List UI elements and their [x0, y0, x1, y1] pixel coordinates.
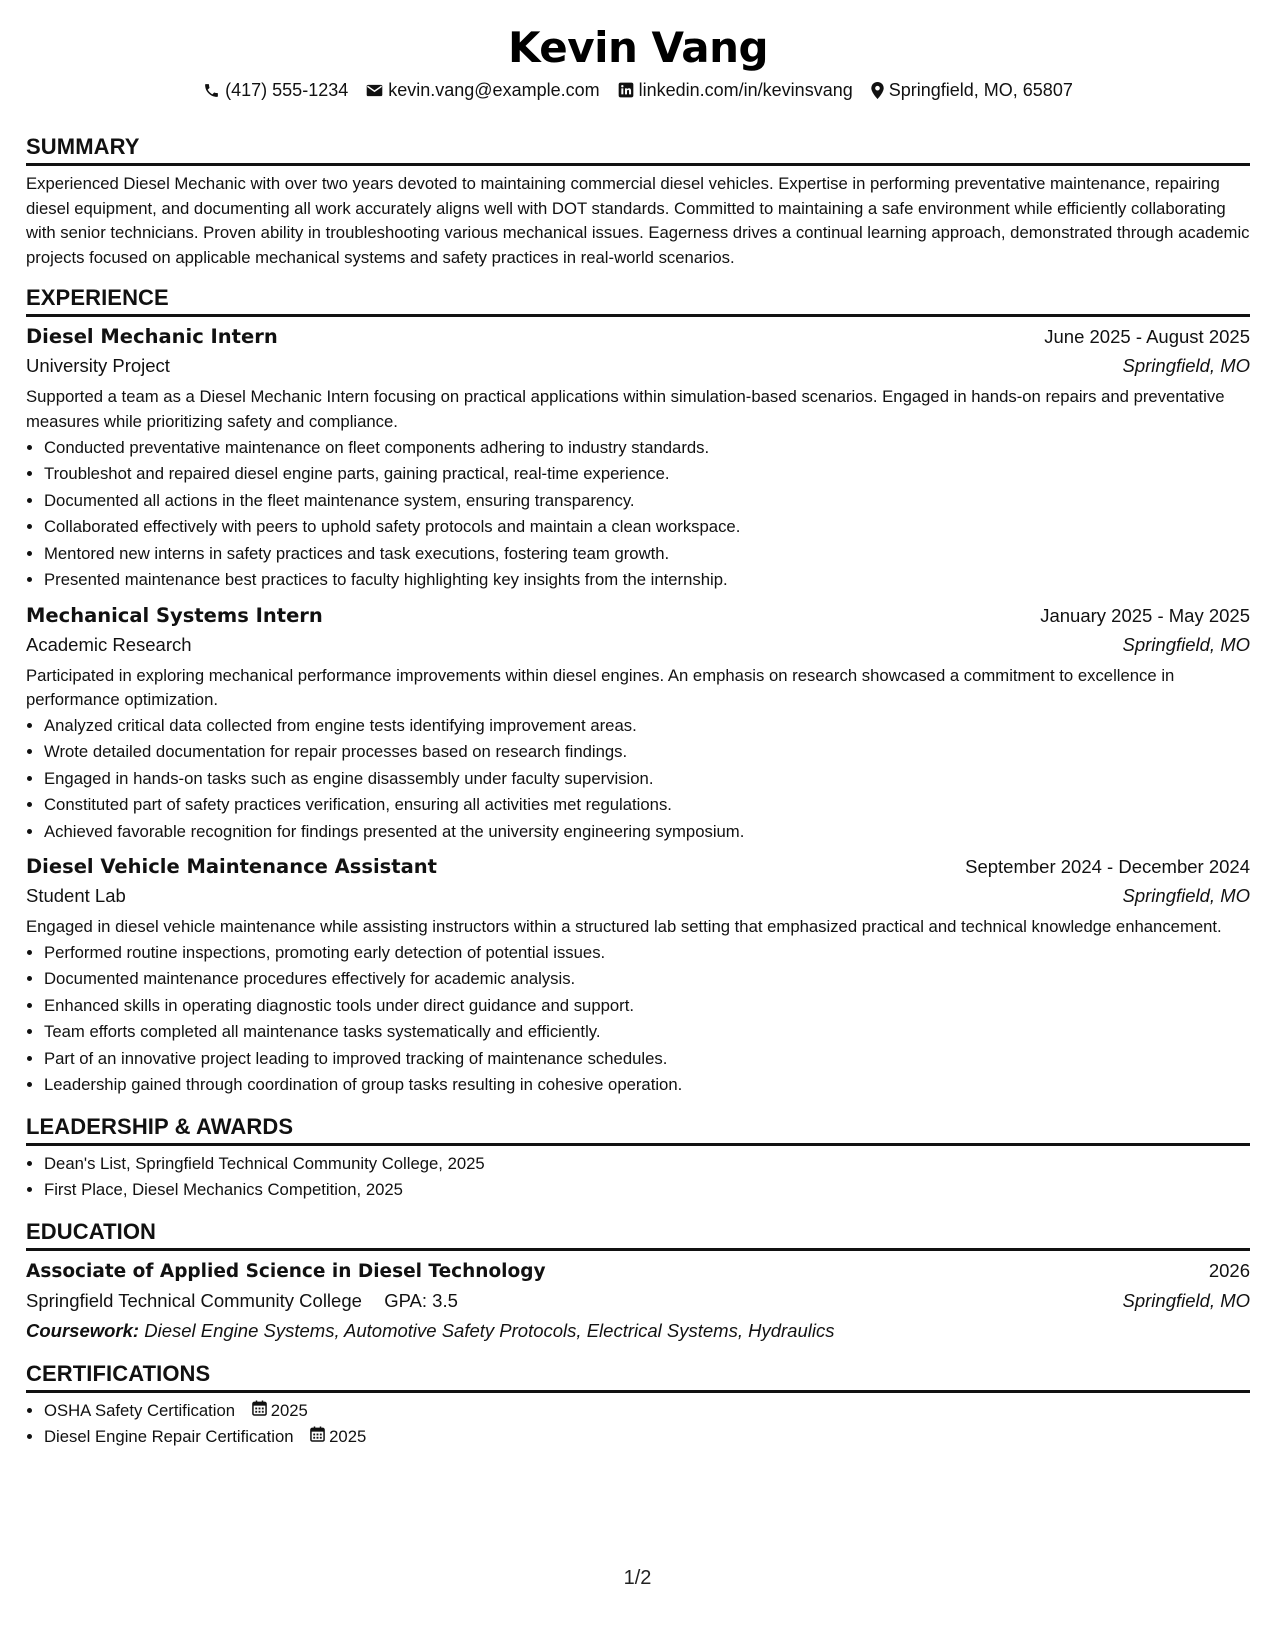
- graduation-year: 2026: [1208, 1259, 1250, 1281]
- experience-section: [26, 284, 1250, 1098]
- certification-date: [310, 1424, 366, 1451]
- section-title-leadership: LEADERSHIP & AWARDS: [26, 1113, 1250, 1146]
- job-dates: January 2025 - May 2025: [1040, 604, 1250, 626]
- contact-email[interactable]: [366, 78, 599, 102]
- certifications-list: [26, 1398, 1250, 1451]
- list-item: • Presented maintenance best practices to faculty highlighting key insights from the internship.: [44, 567, 1250, 594]
- contact-info: [26, 78, 1250, 102]
- job-title: Diesel Vehicle Maintenance Assistant: [26, 855, 437, 879]
- list-item: • Collaborated effectively with peers to uphold safety protocols and maintain a clean workspace.: [44, 514, 1250, 541]
- map-pin-icon: [871, 82, 884, 99]
- summary-section: [26, 133, 1250, 270]
- job-location: Springfield, MO: [1122, 355, 1250, 377]
- job-dates: June 2025 - August 2025: [1044, 326, 1250, 348]
- phone-text: (417) 555-1234: [225, 80, 349, 100]
- degree-title: Associate of Applied Science in Diesel Technology: [26, 1260, 546, 1282]
- email-text[interactable]: kevin.vang@example.com: [388, 80, 600, 100]
- list-item: • Mentored new interns in safety practices and task executions, fostering team growth.: [44, 541, 1250, 568]
- list-item: • Achieved favorable recognition for findings presented at the university engineering symposium.: [44, 819, 1250, 846]
- list-item: • Documented all actions in the fleet maintenance system, ensuring transparency.: [44, 488, 1250, 515]
- phone-icon: [203, 82, 220, 99]
- list-item: • Constituted part of safety practices verification, ensuring all activities met regulations.: [44, 792, 1250, 819]
- contact-location: [871, 78, 1073, 102]
- list-item: • Part of an innovative project leading to improved tracking of maintenance schedules.: [44, 1046, 1250, 1073]
- summary-text: Experienced Diesel Mechanic with over two years devoted to maintaining commercial diesel vehicles. Expertise in performing preventative maintenance, repairing diesel equipment, and documenting all work accurately aligns well with DOT standards. Committed to maintaining a safe environment while efficiently collaborating with senior technicians. Proven ability in troubleshooting various mechanical issues. Eagerness drives a continual learning approach, demonstrated through academic projects focused on applicable mechanical systems and safety practices in real-world scenarios.: [26, 174, 1250, 267]
- section-title-summary: SUMMARY: [26, 133, 1250, 166]
- calendar-icon: [252, 1398, 267, 1425]
- job-entry: [26, 853, 1250, 1099]
- job-header: [26, 323, 1250, 351]
- job-entry: [26, 323, 1250, 593]
- school-name: Springfield Technical Community College: [26, 1289, 362, 1311]
- page-number: 1/2: [623, 1567, 652, 1589]
- contact-phone: [203, 78, 348, 102]
- linkedin-icon: [618, 82, 634, 98]
- education-header: [26, 1257, 1250, 1286]
- education-subheader: [26, 1286, 1250, 1316]
- job-org: Academic Research: [26, 633, 192, 655]
- job-location: Springfield, MO: [1122, 633, 1250, 655]
- section-title-certifications: CERTIFICATIONS: [26, 1360, 1250, 1393]
- calendar-icon: [310, 1424, 325, 1451]
- list-item: [44, 1398, 1250, 1425]
- job-subheader: [26, 630, 1250, 660]
- job-subheader: [26, 881, 1250, 911]
- location-text: Springfield, MO, 65807: [888, 80, 1073, 100]
- resume-page: [26, 22, 1250, 1451]
- candidate-name: Kevin Vang: [507, 23, 769, 72]
- list-item: • Engaged in hands-on tasks such as engine disassembly under faculty supervision.: [44, 766, 1250, 793]
- list-item: • Dean's List, Springfield Technical Community College, 2025: [44, 1151, 1250, 1178]
- job-org: University Project: [26, 355, 170, 377]
- job-subheader: [26, 351, 1250, 381]
- job-dates: September 2024 - December 2024: [965, 856, 1250, 878]
- job-header: [26, 602, 1250, 630]
- school-location: Springfield, MO: [1122, 1289, 1250, 1311]
- leadership-list: [26, 1151, 1250, 1204]
- section-title-education: EDUCATION: [26, 1218, 1250, 1251]
- education-section: [26, 1218, 1250, 1346]
- job-header: [26, 853, 1250, 881]
- job-title: Diesel Mechanic Intern: [26, 325, 278, 349]
- gpa: GPA: 3.5: [384, 1289, 458, 1311]
- list-item: • Performed routine inspections, promoting early detection of potential issues.: [44, 940, 1250, 967]
- job-entry: [26, 602, 1250, 846]
- job-bullets: [26, 435, 1250, 594]
- certification-name: OSHA Safety Certification: [44, 1400, 236, 1420]
- list-item: • Enhanced skills in operating diagnostic tools under direct guidance and support.: [44, 993, 1250, 1020]
- job-description: Participated in exploring mechanical performance improvements within diesel engines. An emphasis on research showcased a commitment to excellence in performance optimization.: [26, 665, 1175, 710]
- job-bullets: [26, 713, 1250, 846]
- certification-date: [252, 1398, 308, 1425]
- list-item: • Team efforts completed all maintenance tasks systematically and efficiently.: [44, 1019, 1250, 1046]
- contact-linkedin[interactable]: [618, 78, 853, 102]
- job-location: Springfield, MO: [1122, 885, 1250, 907]
- list-item: • Troubleshot and repaired diesel engine parts, gaining practical, real-time experience.: [44, 461, 1250, 488]
- linkedin-text[interactable]: linkedin.com/in/kevinsvang: [638, 80, 853, 100]
- certification-name: Diesel Engine Repair Certification: [44, 1427, 294, 1447]
- list-item: • Conducted preventative maintenance on fleet components adhering to industry standards.: [44, 435, 1250, 462]
- job-org: Student Lab: [26, 885, 126, 907]
- job-description: Supported a team as a Diesel Mechanic Intern focusing on practical applications within simulation-based scenarios. Engaged in hands-on repairs and preventative measures while prioritizing safety and compliance.: [26, 387, 1225, 431]
- job-description: Engaged in diesel vehicle maintenance while assisting instructors within a structured lab setting that emphasized practical and technical knowledge enhancement.: [26, 917, 1222, 937]
- coursework-list: Diesel Engine Systems, Automotive Safety Protocols, Electrical Systems, Hydraulics: [144, 1319, 835, 1341]
- section-title-experience: EXPERIENCE: [26, 284, 1250, 317]
- school-info: [26, 1286, 458, 1316]
- list-item: • Leadership gained through coordination of group tasks resulting in cohesive operation.: [44, 1072, 1250, 1099]
- list-item: • Wrote detailed documentation for repair processes based on research findings.: [44, 739, 1250, 766]
- certification-year: 2025: [329, 1427, 367, 1447]
- envelope-icon: [366, 83, 383, 98]
- list-item: [44, 1424, 1250, 1451]
- list-item: • First Place, Diesel Mechanics Competition, 2025: [44, 1177, 1250, 1204]
- coursework-label: Coursework:: [26, 1319, 140, 1341]
- certifications-section: [26, 1360, 1250, 1451]
- list-item: • Analyzed critical data collected from engine tests identifying improvement areas.: [44, 713, 1250, 740]
- leadership-section: [26, 1113, 1250, 1204]
- job-title: Mechanical Systems Intern: [26, 603, 323, 627]
- list-item: • Documented maintenance procedures effectively for academic analysis.: [44, 966, 1250, 993]
- coursework: [26, 1316, 1250, 1346]
- certification-year: 2025: [270, 1400, 308, 1420]
- job-bullets: [26, 940, 1250, 1099]
